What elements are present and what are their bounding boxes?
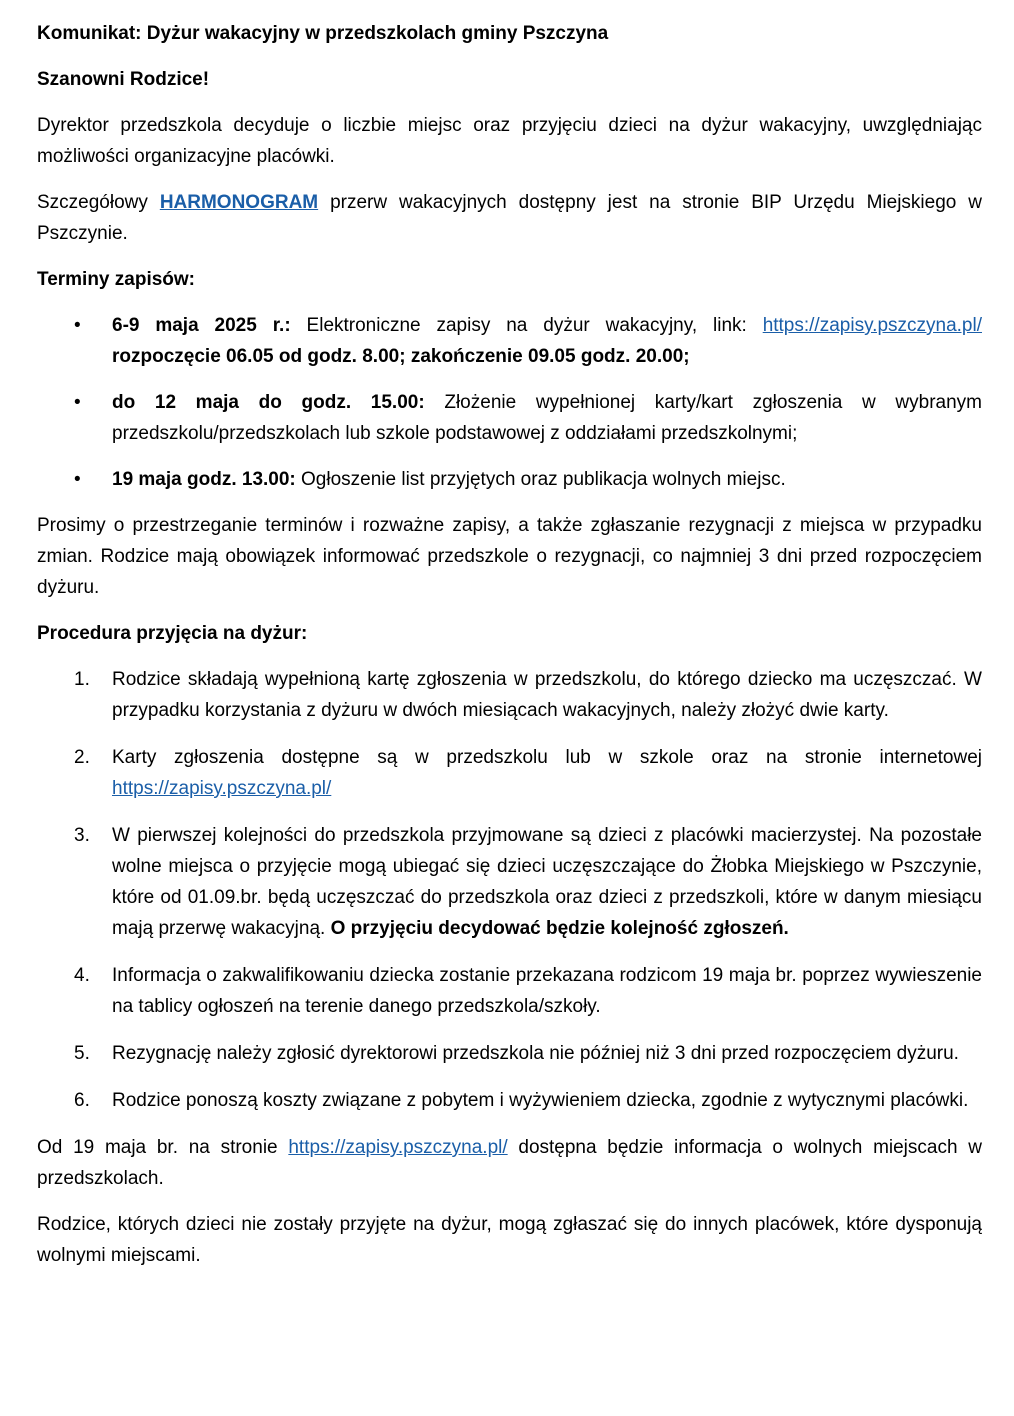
zapisy-link[interactable]: https://zapisy.pszczyna.pl/	[762, 315, 982, 336]
terms-list	[37, 310, 982, 495]
bullet-icon: •	[74, 392, 81, 413]
term-schedule: rozpoczęcie 06.05 od godz. 8.00; zakończenie 09.05 godz. 20.00;	[112, 346, 690, 367]
step-text: Rezygnację należy zgłosić dyrektorowi przedszkola nie później niż 3 dni przed rozpoczęciem dyżuru.	[112, 1043, 959, 1064]
info-text-after: dostępna będzie informacja o wolnych miejscach w przedszkolach.	[37, 1137, 982, 1189]
harmonogram-link[interactable]: HARMONOGRAM	[159, 192, 319, 213]
document-page	[37, 18, 982, 1286]
bullet-icon: •	[74, 469, 81, 490]
step-number: 4.	[74, 965, 90, 986]
step-text: Rodzice składają wypełnioną kartę zgłoszenia w przedszkolu, do którego dziecko ma uczęszczać. W przypadku korzystania z dyżuru w dwóch miesiącach wakacyjnych, należy złożyć dwie karty.	[112, 669, 982, 721]
info-paragraph	[37, 1132, 982, 1194]
term-date: 6-9 maja 2025 r.:	[112, 315, 291, 336]
closing-paragraph: Rodzice, których dzieci nie zostały przyjęte na dyżur, mogą zgłaszać się do innych placówek, które dysponują wolnymi miejscami.	[37, 1214, 982, 1266]
bullet-icon: •	[74, 315, 81, 336]
document-title: Komunikat: Dyżur wakacyjny w przedszkolach gminy Pszczyna	[37, 23, 609, 44]
request-paragraph: Prosimy o przestrzeganie terminów i rozważne zapisy, a także zgłaszanie rezygnacji z miejsca w przypadku zmian. Rodzice mają obowiązek informować przedszkole o rezygnacji, co najmniej 3 dni przed rozpoczęciem dyżuru.	[37, 515, 982, 598]
list-item	[37, 742, 982, 804]
greeting: Szanowni Rodzice!	[37, 69, 210, 90]
term-text: Elektroniczne zapisy na dyżur wakacyjny, link:	[290, 315, 763, 336]
harmonogram-paragraph	[37, 187, 982, 249]
step-text: Informacja o zakwalifikowaniu dziecka zostanie przekazana rodzicom 19 maja br. poprzez wywieszenie na tablicy ogłoszeń na terenie danego przedszkola/szkoły.	[112, 965, 982, 1017]
list-item	[37, 387, 982, 449]
term-text: Złożenie wypełnionej karty/kart zgłoszenia w wybranym przedszkolu/przedszkolach lub szkole podstawowej z oddziałami przedszkolnymi;	[112, 392, 982, 444]
term-date: 19 maja godz. 13.00:	[112, 469, 296, 490]
list-item	[37, 310, 982, 372]
list-item	[37, 464, 982, 495]
step-number: 3.	[74, 825, 90, 846]
term-date: do 12 maja do godz. 15.00:	[112, 392, 425, 413]
step-emphasis: O przyjęciu decydować będzie kolejność zgłoszeń.	[330, 918, 789, 939]
step-number: 5.	[74, 1043, 90, 1064]
intro-paragraph: Dyrektor przedszkola decyduje o liczbie miejsc oraz przyjęciu dzieci na dyżur wakacyjny, uwzględniając możliwości organizacyjne placówki.	[37, 115, 982, 167]
step-text: Karty zgłoszenia dostępne są w przedszkolu lub w szkole oraz na stronie internetowej	[112, 747, 982, 768]
step-text: Rodzice ponoszą koszty związane z pobytem i wyżywieniem dziecka, zgodnie z wytycznymi placówki.	[112, 1090, 969, 1111]
list-item	[37, 664, 982, 726]
info-text-before: Od 19 maja br. na stronie	[37, 1137, 289, 1158]
step-number: 2.	[74, 747, 90, 768]
list-item	[37, 820, 982, 944]
list-item	[37, 1085, 982, 1116]
list-item	[37, 960, 982, 1022]
procedure-heading: Procedura przyjęcia na dyżur:	[37, 623, 308, 644]
harmonogram-text-after: przerw wakacyjnych dostępny jest na stronie BIP Urzędu Miejskiego w Pszczynie.	[37, 192, 982, 244]
terms-heading: Terminy zapisów:	[37, 269, 196, 290]
term-text: Ogłoszenie list przyjętych oraz publikacja wolnych miejsc.	[295, 469, 786, 490]
step-text: W pierwszej kolejności do przedszkola przyjmowane są dzieci z placówki macierzystej. Na pozostałe wolne miejsca o przyjęcie mogą ubiegać się dzieci uczęszczające do Żłobka Miejskiego w Pszczynie, które od 01.09.br. będą uczęszczać do przedszkola oraz dzieci z przedszkoli, które w danym miesiącu mają przerwę wakacyjną.	[112, 825, 982, 939]
step-number: 6.	[74, 1090, 90, 1111]
zapisy-link[interactable]: https://zapisy.pszczyna.pl/	[112, 778, 332, 799]
step-number: 1.	[74, 669, 90, 690]
procedure-list	[37, 664, 982, 1116]
list-item	[37, 1038, 982, 1069]
zapisy-link[interactable]: https://zapisy.pszczyna.pl/	[288, 1137, 508, 1158]
harmonogram-text-before: Szczegółowy	[37, 192, 160, 213]
